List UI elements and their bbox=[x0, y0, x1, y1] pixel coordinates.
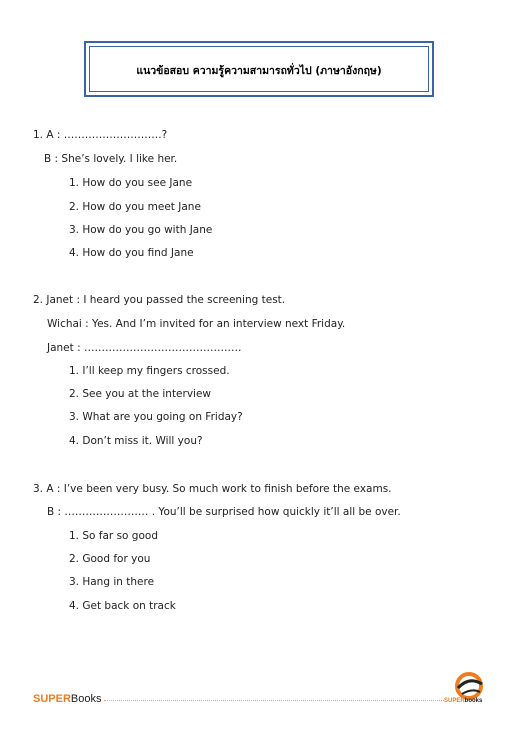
q1-option-2: 2. How do you meet Jane bbox=[69, 201, 201, 213]
footer-brand bbox=[33, 693, 101, 705]
q1-option-3: 3. How do you go with Jane bbox=[69, 224, 213, 236]
q2-prompt: 2. Janet : I heard you passed the screening test. bbox=[33, 294, 286, 306]
q3-option-3: 3. Hang in there bbox=[69, 576, 155, 588]
q3-prompt: 3. A : I’ve been very busy. So much work to finish before the exams. bbox=[33, 483, 392, 495]
q2-option-1: 1. I’ll keep my fingers crossed. bbox=[69, 365, 230, 377]
q3-option-4: 4. Get back on track bbox=[69, 600, 176, 612]
footer-logo-text bbox=[444, 698, 482, 704]
page-title: แนวข้อสอบ ความรู้ความสามารถทั่วไป (ภาษาอังกฤษ) bbox=[136, 65, 382, 77]
q3-option-1: 1. So far so good bbox=[69, 530, 158, 542]
q2-line-3: Janet : ……………………………………… bbox=[47, 342, 242, 354]
q2-line-2: Wichai : Yes. And I’m invited for an interview next Friday. bbox=[47, 318, 346, 330]
q1-option-4: 4. How do you find Jane bbox=[69, 247, 194, 259]
q1-prompt: 1. A : ……………………….? bbox=[33, 129, 168, 141]
q3-response: B : …………………… . You’ll be surprised how quickly it’ll all be over. bbox=[47, 506, 401, 518]
q1-response: B : She’s lovely. I like her. bbox=[44, 153, 178, 165]
footer-brand-books: Books bbox=[70, 693, 102, 705]
footer-logo-super: SUPER bbox=[444, 698, 465, 704]
footer-dotted-divider bbox=[104, 700, 444, 701]
footer-logo-books: books bbox=[464, 698, 483, 704]
footer-brand-super: SUPER bbox=[33, 693, 71, 705]
title-box bbox=[84, 41, 434, 97]
q3-option-2: 2. Good for you bbox=[69, 553, 151, 565]
q2-option-4: 4. Don’t miss it. Will you? bbox=[69, 435, 203, 447]
q1-option-1: 1. How do you see Jane bbox=[69, 177, 193, 189]
q2-option-3: 3. What are you going on Friday? bbox=[69, 411, 243, 423]
q2-option-2: 2. See you at the interview bbox=[69, 388, 212, 400]
